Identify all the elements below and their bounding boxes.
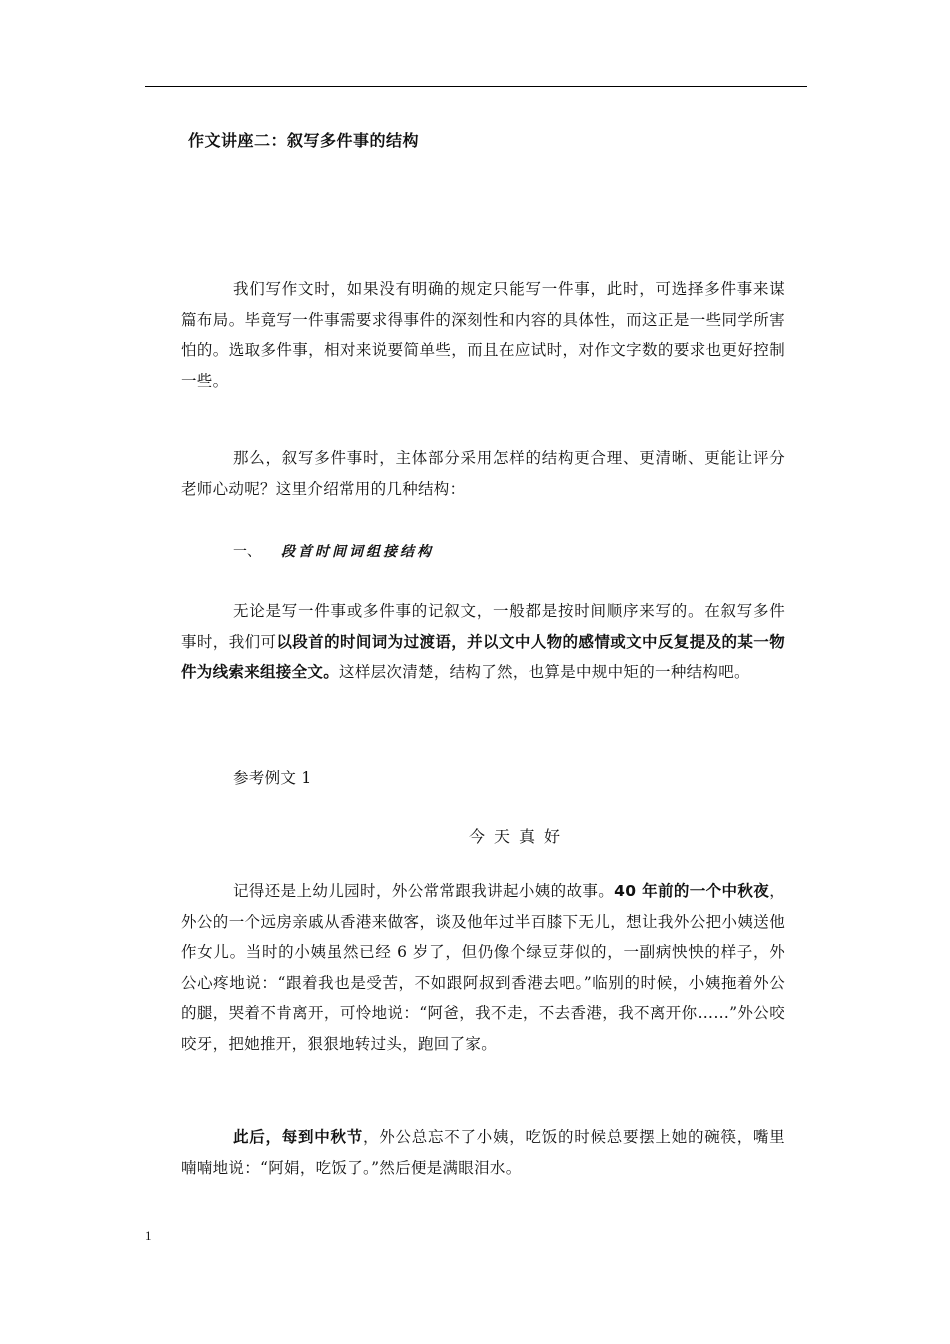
story-p1-start: 记得还是上幼儿园时，外公常常跟我讲起小姨的故事。: [233, 882, 615, 900]
section-body-start: 无论是写一件事或多件事的记叙文，一般都是按时间顺序来写的。在叙写多件事时，我们可: [181, 602, 785, 651]
section-body-bold: 以段首的时间词为过渡语，并以文中人物的感情或文中反复提及的某一物件为线索来组接全文。: [181, 632, 785, 682]
story-title: 今天真好: [469, 827, 570, 846]
header-rule: [145, 86, 807, 87]
intro-paragraph-2: 那么，叙写多件事时，主体部分采用怎样的结构更合理、更清晰、更能让评分老师心动呢？这里介绍常用的几种结构：: [181, 449, 785, 498]
page-number: 1: [145, 1228, 152, 1243]
section-paragraph: [181, 596, 785, 688]
section-body-end: 这样层次清楚，结构了然，也算是中规中矩的一种结构吧。: [339, 663, 750, 682]
intro-paragraph-1: 我们写作文时，如果没有明确的规定只能写一件事，此时，可选择多件事来谋篇布局。毕竟写一件事需要求得事件的深刻性和内容的具体性，而这正是一些同学所害怕的。选取多件事，相对来说要简单些，而且在应试时，对作文字数的要求也更好控制一些。: [181, 280, 785, 390]
story-paragraph-1: [181, 876, 785, 1060]
story-paragraph-2: [181, 1122, 785, 1183]
story-p2-bold: 此后，每到中秋节: [233, 1128, 363, 1146]
document-title: 作文讲座二：叙写多件事的结构: [188, 131, 420, 150]
section-number: 一、: [233, 544, 261, 560]
story-p1-bold: 40 年前的一个中秋夜: [614, 882, 770, 900]
section-heading: [233, 541, 434, 561]
story-p2-end: ，外公总忘不了小姨，吃饭的时候总要摆上她的碗筷，嘴里喃喃地说：“阿娟，吃饭了。”然后便是满眼泪水。: [181, 1128, 785, 1177]
story-p1-end: ，外公的一个远房亲戚从香港来做客，谈及他年过半百膝下无儿，想让我外公把小姨送他作女儿。当时的小姨虽然已经 6 岁了，但仍像个绿豆芽似的，一副病怏怏的样子，外公心疼地说：“跟着我也是受苦，不如跟阿叔到香港去吧。”临别的时候，小姨拖着外公的腿，哭着不肯离开，可怜地说：“阿爸，我不走，不去香港，我不离开你……”外公咬咬牙，把她推开，狠狠地转过头，跑回了家。: [181, 882, 785, 1053]
section-heading-text: 段首时间词组接结构: [281, 544, 434, 560]
reference-label: 参考例文 1: [233, 769, 312, 787]
